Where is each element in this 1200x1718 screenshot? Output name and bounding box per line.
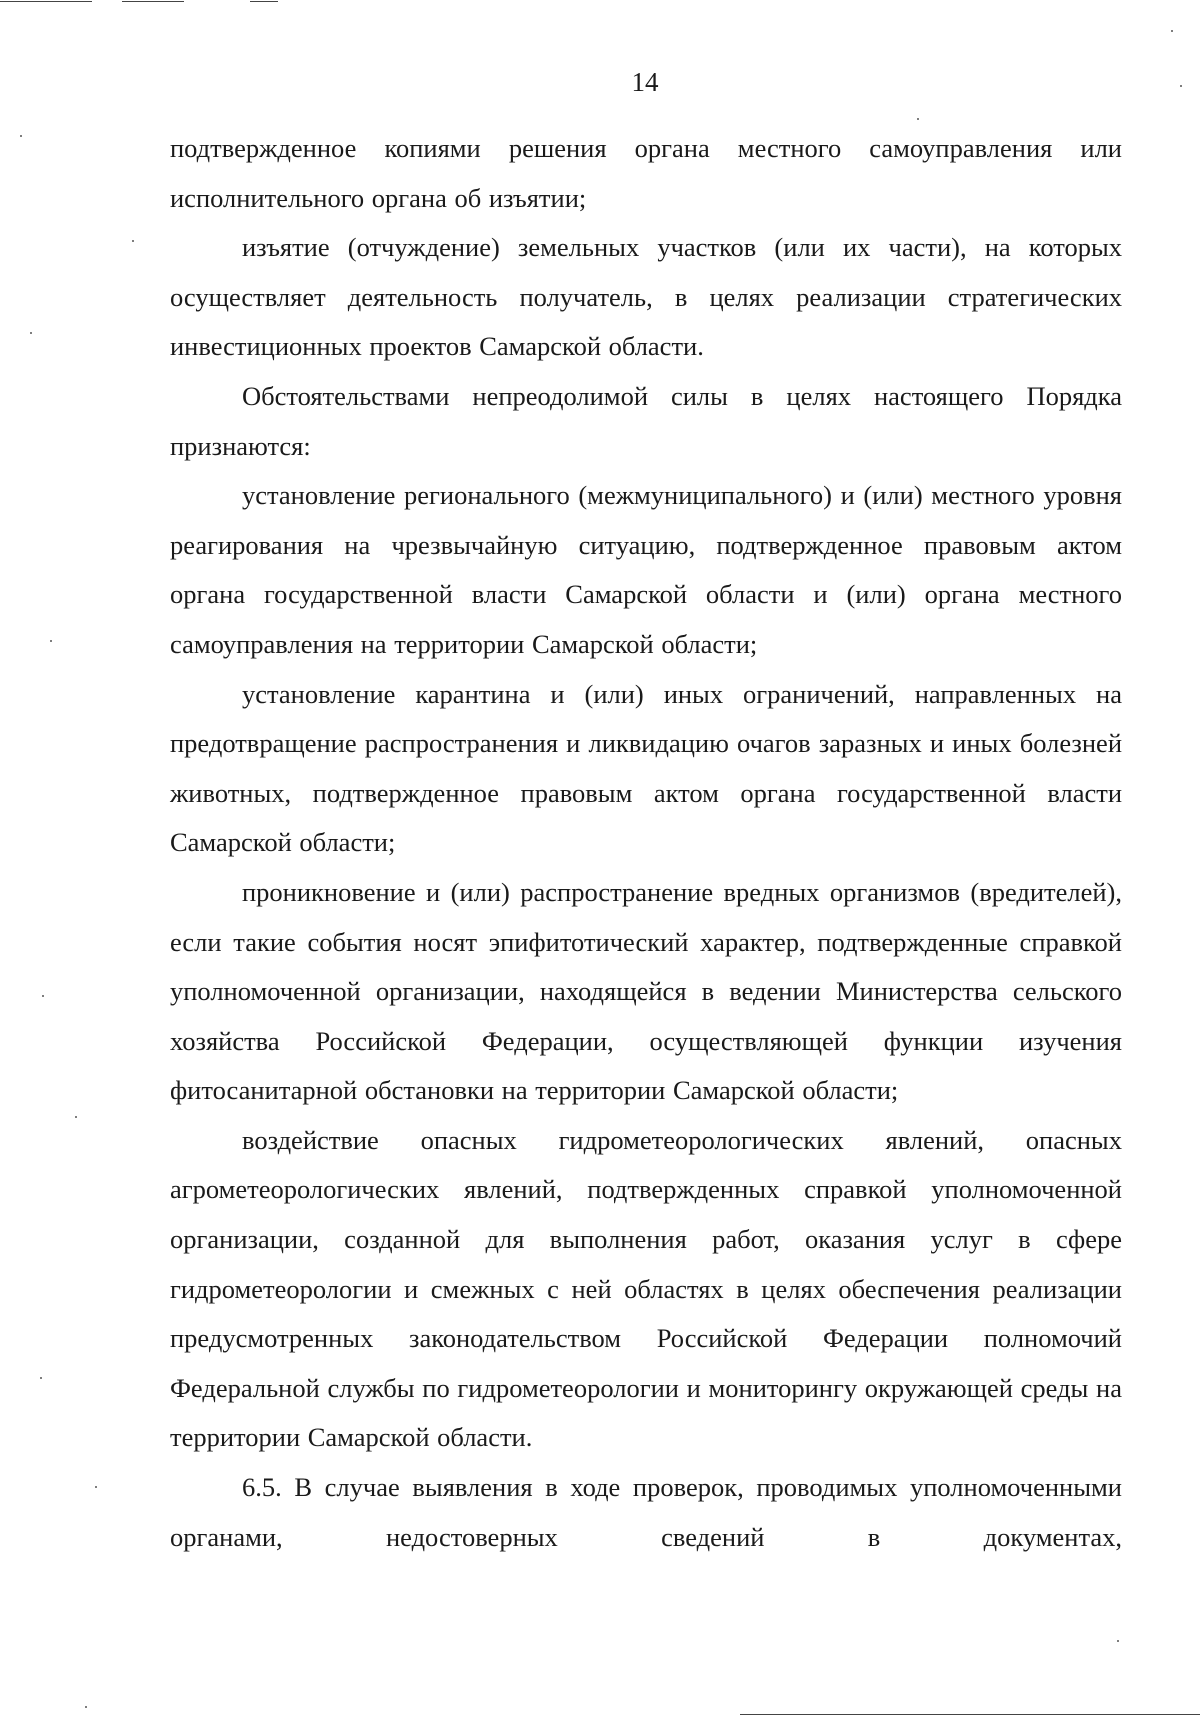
scan-speck	[75, 1116, 77, 1118]
paragraph-land-seizure: изъятие (отчуждение) земельных участков (или их части), на которых осуществляет деятельность получатель, в целях реализации стратегических инвестиционных проектов Самарской области.	[170, 232, 1122, 362]
scan-speck	[85, 1706, 87, 1708]
paragraph-6-5: 6.5. В случае выявления в ходе проверок, проводимых уполномоченными органами, недостоверных сведений в документах,	[170, 1472, 1122, 1552]
scan-speck	[132, 240, 134, 242]
document-body	[170, 124, 1122, 1562]
scan-speck	[1117, 1640, 1119, 1642]
scan-speck	[95, 1486, 97, 1488]
scan-speck	[1171, 30, 1173, 32]
paragraph-force-majeure-intro: Обстоятельствами непреодолимой силы в целях настоящего Порядка признаются:	[170, 380, 1122, 461]
scan-speck	[30, 332, 32, 334]
paragraph-quarantine: установление карантина и (или) иных ограничений, направленных на предотвращение распространения и ликвидацию очагов заразных и иных болезней животных, подтвержденное правовым актом органа государственной власти Самарской области;	[170, 678, 1122, 858]
scan-speck	[1180, 85, 1182, 87]
scan-edge-rule	[740, 1714, 1200, 1715]
scan-edge-rule	[0, 1, 92, 2]
scan-edge-rule	[122, 1, 184, 2]
scan-speck	[50, 640, 52, 642]
page-number: 14	[631, 67, 659, 97]
paragraph-emergency-response: установление регионального (межмуниципального) и (или) местного уровня реагирования на чрезвычайную ситуацию, подтвержденное правовым актом органа государственной власти Самарской области и (или) органа местного самоуправления на территории Самарской области;	[170, 480, 1122, 659]
scan-speck	[42, 995, 44, 997]
paragraph-hydrometeorological: воздействие опасных гидрометеорологических явлений, опасных агрометеорологических явлений, подтвержденных справкой уполномоченной организации, созданной для выполнения работ, оказания услуг в сфере гидрометеорологии и смежных с ней областях в целях обеспечения реализации предусмотренных законодательством Российской Федерации полномочий Федеральной службы по гидрометеорологии и мониторингу окружающей среды на территории Самарской области.	[170, 1124, 1122, 1453]
scan-speck	[917, 118, 919, 120]
paragraph-continuation: подтвержденное копиями решения органа местного самоуправления или исполнительного органа об изъятии;	[170, 133, 1122, 213]
scan-speck	[20, 135, 22, 137]
paragraph-pests: проникновение и (или) распространение вредных организмов (вредителей), если такие события носят эпифитотический характер, подтвержденные справкой уполномоченной организации, находящейся в ведении Министерства сельского хозяйства Российской Федерации, осуществляющей функции изучения фитосанитарной обстановки на территории Самарской области;	[170, 876, 1122, 1106]
scan-edge-rule	[250, 1, 278, 2]
scan-speck	[40, 1377, 42, 1379]
